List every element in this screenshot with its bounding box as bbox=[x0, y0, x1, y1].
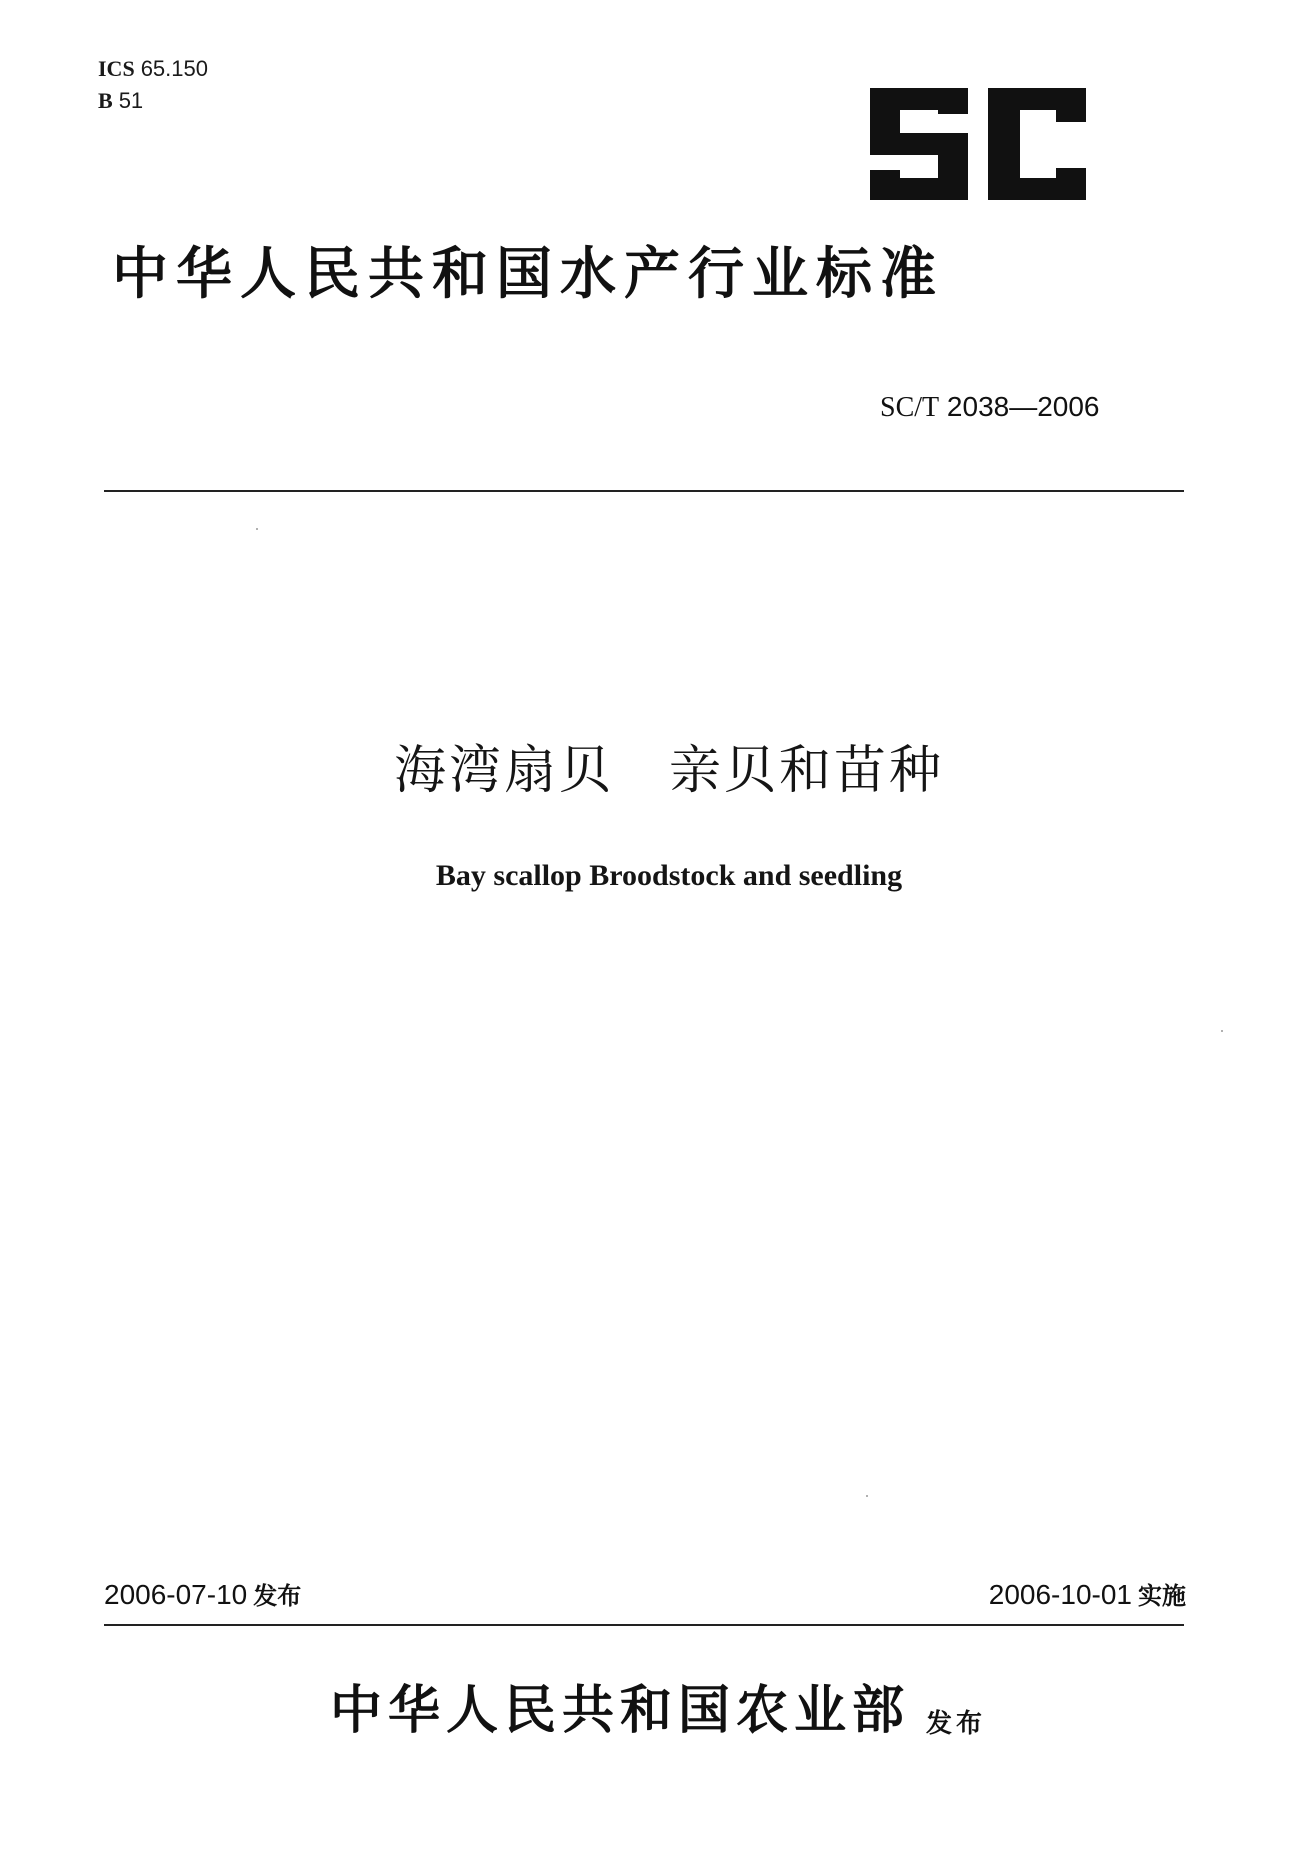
standard-prefix: SC/T bbox=[880, 392, 940, 423]
standard-code: 2038—2006 bbox=[946, 391, 1100, 422]
issuer-label: 发布 bbox=[926, 1709, 987, 1739]
scan-speck bbox=[866, 1495, 868, 1497]
ics-code: 65.150 bbox=[140, 56, 208, 81]
sc-logo bbox=[870, 88, 1086, 200]
ics-label: ICS bbox=[98, 56, 135, 81]
implement-date-line bbox=[989, 1578, 1186, 1613]
bottom-divider bbox=[104, 1624, 1184, 1626]
scan-speck bbox=[1221, 1030, 1223, 1032]
document-title-zh bbox=[0, 738, 1316, 804]
issue-date: 2006-07-10 bbox=[104, 1579, 248, 1610]
ccs-code-line bbox=[98, 88, 143, 114]
ccs-code: 51 bbox=[118, 88, 144, 113]
national-standard-title: 中华人民共和国水产行业标准 bbox=[112, 242, 944, 307]
implement-label: 实施 bbox=[1138, 1582, 1186, 1610]
standard-number bbox=[880, 390, 1100, 425]
implement-date: 2006-10-01 bbox=[988, 1579, 1132, 1610]
issue-label: 发布 bbox=[253, 1582, 302, 1610]
ccs-label: B bbox=[98, 88, 113, 113]
scan-speck bbox=[256, 528, 258, 530]
issuer-line bbox=[0, 1678, 1316, 1744]
top-divider bbox=[104, 490, 1184, 492]
issue-date-line bbox=[104, 1578, 301, 1613]
document-title-en-text: Bay scallop Broodstock and seedling bbox=[435, 859, 903, 892]
document-title-en bbox=[0, 858, 1316, 894]
issuer-org: 中华人民共和国农业部 bbox=[329, 1680, 910, 1741]
ics-code-line bbox=[98, 56, 208, 82]
document-title-zh-text: 海湾扇贝 亲贝和苗种 bbox=[393, 741, 944, 801]
